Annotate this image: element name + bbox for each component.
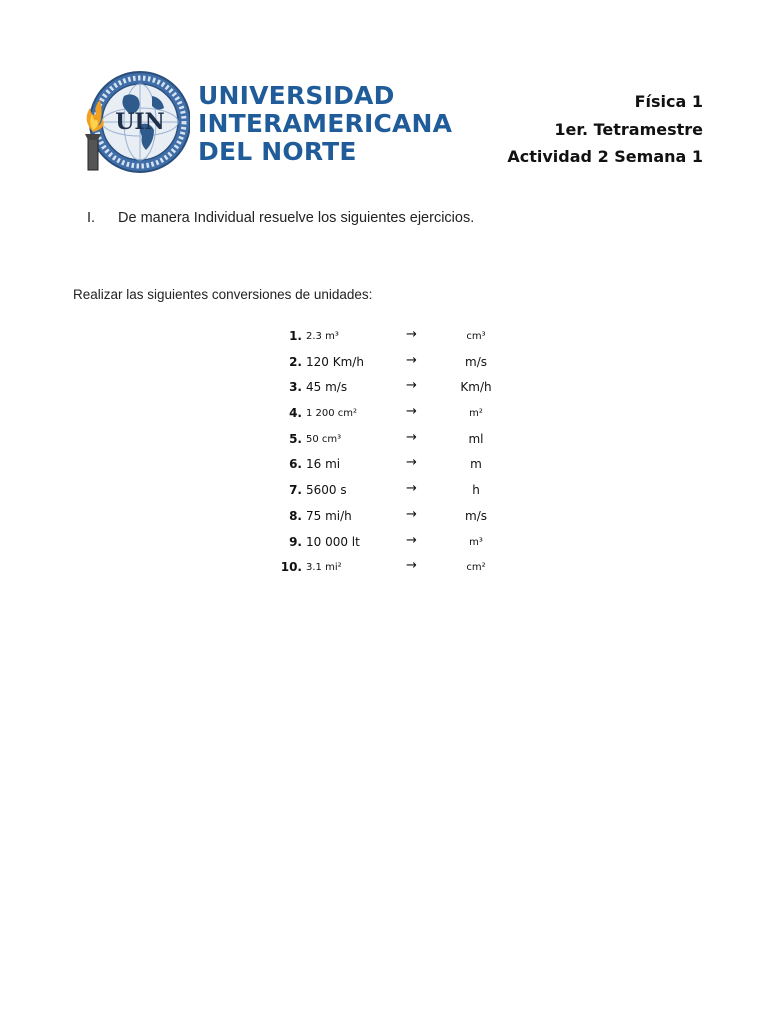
exercise-row xyxy=(280,452,520,478)
arrow-right-icon: → xyxy=(406,327,417,342)
exercise-number: 8. xyxy=(289,508,302,523)
university-seal-logo xyxy=(80,66,190,180)
exercise-number: 3. xyxy=(289,380,302,395)
exercise-to-unit: cm² xyxy=(466,562,486,574)
exercise-from-unit: 1 200 cm² xyxy=(306,408,358,420)
exercise-to-unit: m xyxy=(470,457,482,472)
exercise-from-unit: 50 cm³ xyxy=(306,433,342,445)
activity-label: Actividad 2 Semana 1 xyxy=(507,147,703,166)
wordmark-line-3: DEL NORTE xyxy=(198,137,357,166)
arrow-right-icon: → xyxy=(406,378,417,394)
exercise-to-unit: ml xyxy=(468,431,484,446)
exercise-number: 7. xyxy=(289,483,302,498)
exercise-to-unit: Km/h xyxy=(460,380,492,395)
exercise-row xyxy=(280,530,520,556)
term-label: 1er. Tetramestre xyxy=(554,119,703,139)
exercise-from-unit: 3.1 mi² xyxy=(306,562,342,574)
exercise-from-unit: 10 000 lt xyxy=(306,534,360,549)
exercise-from-unit: 2.3 m³ xyxy=(306,331,339,342)
svg-text:UIN: UIN xyxy=(115,109,165,135)
document-header xyxy=(507,88,703,171)
exercise-to-unit: m/s xyxy=(465,354,487,369)
exercise-from-unit: 45 m/s xyxy=(306,380,348,395)
exercise-row xyxy=(280,427,520,453)
exercise-subtitle: Realizar las siguientes conversiones de unidades: xyxy=(73,287,373,302)
course-title: Física 1 xyxy=(634,92,703,111)
arrow-right-icon: → xyxy=(406,481,417,497)
instruction-text: De manera Individual resuelve los siguientes ejercicios. xyxy=(118,210,475,226)
exercise-to-unit: m² xyxy=(469,408,483,420)
arrow-right-icon: → xyxy=(406,352,417,368)
arrow-right-icon: → xyxy=(406,404,417,420)
arrow-right-icon: → xyxy=(406,506,417,522)
exercise-to-unit: h xyxy=(472,483,480,498)
exercise-number: 10. xyxy=(280,560,302,575)
exercise-from-unit: 5600 s xyxy=(306,483,347,498)
exercise-number: 5. xyxy=(289,431,302,446)
exercise-row xyxy=(280,324,520,350)
exercise-from-unit: 120 Km/h xyxy=(306,354,364,369)
exercise-row xyxy=(280,350,520,376)
exercise-number: 6. xyxy=(289,457,302,472)
arrow-right-icon: → xyxy=(406,455,417,471)
exercise-row xyxy=(280,504,520,530)
university-wordmark xyxy=(198,82,452,166)
arrow-right-icon: → xyxy=(406,532,417,548)
exercise-row xyxy=(280,555,520,581)
arrow-right-icon: → xyxy=(406,429,417,445)
exercise-number: 2. xyxy=(289,354,302,369)
exercise-to-unit: cm³ xyxy=(466,331,486,342)
instruction-number: I. xyxy=(87,210,96,226)
exercise-to-unit: m³ xyxy=(469,536,483,548)
exercise-row xyxy=(280,375,520,401)
exercise-to-unit: m/s xyxy=(465,508,487,523)
instruction-line xyxy=(87,210,474,226)
exercise-from-unit: 75 mi/h xyxy=(306,508,352,523)
exercise-number: 1. xyxy=(289,329,302,343)
exercise-row xyxy=(280,401,520,427)
wordmark-line-1: UNIVERSIDAD xyxy=(198,81,395,110)
conversion-exercise-list xyxy=(280,324,520,581)
exercise-number: 9. xyxy=(289,534,302,549)
arrow-right-icon: → xyxy=(406,558,417,574)
exercise-from-unit: 16 mi xyxy=(306,457,341,472)
exercise-row xyxy=(280,478,520,504)
wordmark-line-2: INTERAMERICANA xyxy=(198,109,453,138)
exercise-number: 4. xyxy=(289,406,302,421)
